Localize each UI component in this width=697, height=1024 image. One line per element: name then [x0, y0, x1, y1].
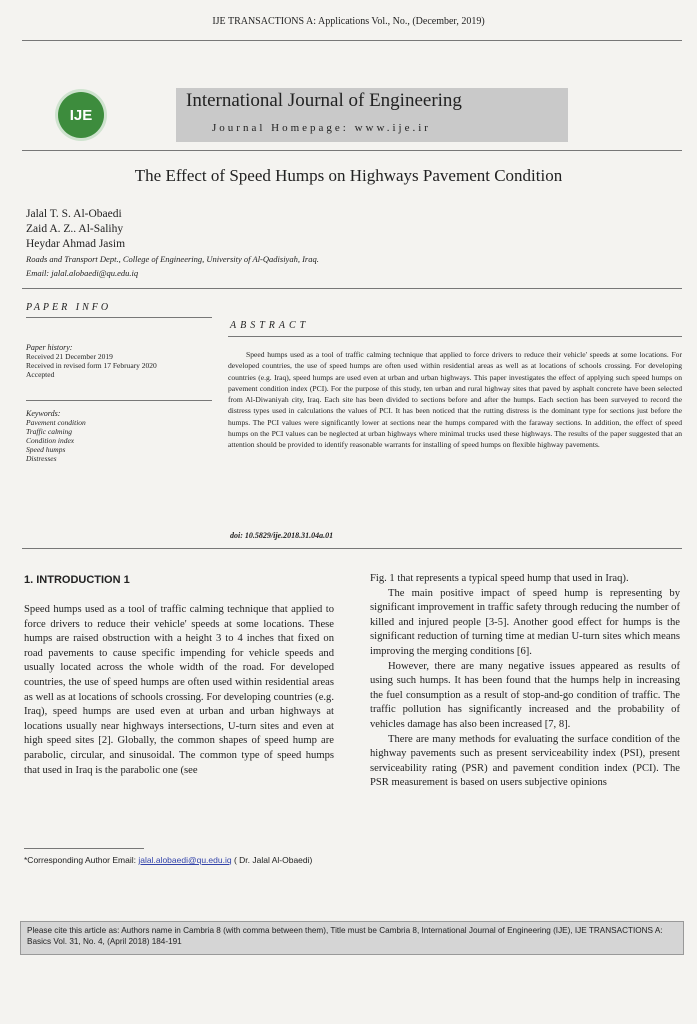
keyword: Pavement condition [26, 418, 86, 427]
history-label: Paper history: [26, 343, 73, 352]
info-rule-left [26, 317, 212, 318]
info-rule-top [22, 288, 682, 289]
top-rule [22, 40, 682, 41]
footnote-prefix: *Corresponding Author Email: [24, 855, 139, 865]
footnote-suffix: ( Dr. Jalal Al-Obaedi) [231, 855, 313, 865]
abstract-heading: ABSTRACT [230, 320, 310, 331]
paper-history [26, 343, 216, 379]
keyword: Condition index [26, 436, 75, 445]
corresponding-email-link[interactable]: jalal.alobaedi@qu.edu.iq [138, 855, 232, 865]
paper-title: The Effect of Speed Humps on Highways Pavement Condition [134, 166, 563, 185]
header-rule [22, 150, 682, 151]
abstract-rule [228, 336, 682, 337]
intro-right-column [370, 572, 680, 791]
keyword: Speed humps [26, 445, 66, 454]
intro-paragraph: Speed humps used as a tool of traffic calming technique that applied to force drivers to reduce their vehicle' speeds at some locations. These humps are raised obstruction with a height 3 to 4 inches that fixed on road pavements to cause specific impending for vehicle speeds and usually located across the whole width of the road. For developed countries, the use of speed humps are often used within residential areas as well as at locations of schools crossing. For developing countries (e.g. Iraq), speed humps are used even at urban and urban highways at locations usually near highways intersections, U-turn sites and even at high speed sites [2]. Globally, the common shapes of speed hump are parabolic, circular, and sinusoidal. The common type of speed humps that used in Iraq is the parabolic one (see [24, 604, 334, 776]
revised-date: Received in revised form 17 February 2020 [26, 361, 157, 370]
intro-left-column [24, 603, 334, 778]
journal-homepage: Journal Homepage: www.ije.ir [212, 122, 431, 134]
journal-logo [58, 92, 104, 138]
author-2: Zaid A. Z.. Al-Salihy [26, 223, 124, 235]
logo-text: IJE [69, 106, 93, 124]
author-email: Email: jalal.alobaedi@qu.edu.iq [26, 268, 139, 278]
section-heading-introduction: 1. INTRODUCTION 1 [24, 574, 130, 586]
affiliation: Roads and Transport Dept., College of Engineering, University of Al-Qadisiyah, Iraq. [26, 254, 319, 264]
citation-box: Please cite this article as: Authors name in Cambria 8 (with comma between them), Title must be Cambria 8, International Journal of Engineering (IJE), IJE TRANSACTIONS A: Basics Vol. 31, No. 4, (April 2018) 184-191 [20, 921, 684, 955]
journal-name: International Journal of Engineering [186, 90, 462, 111]
author-1: Jalal T. S. Al-Obaedi [26, 208, 122, 220]
received-date: Received 21 December 2019 [26, 352, 113, 361]
accepted-date: Accepted [26, 370, 55, 379]
intro-paragraph: Fig. 1 that represents a typical speed hump that used in Iraq). [370, 573, 629, 584]
abstract-text: Speed humps used as a tool of traffic calming technique that applied to force drivers to reduce their vehicle' speeds at some locations. For developed countries, the use of speed humps are often used within residential areas as well as at locations of schools crossing. For developing countries (e.g. Iraq), speed humps are used even at urban and urban highways. This paper investigates the effect of applying such speed humps on pavement condition index (PCI). For the purpose of this study, ten urban and rural highway sites that paved by asphalt concrete have been selected from Al-Diwaniyah city, Iraq. Each site has been divided to sections before and after the humps. Each section has been surveyed to record the distress types used in calculations the values of PCI. It has been noticed that the rutting distress is the dominant type for sections just before the humps. The PCI values were significantly lower at sections near the humps compared with the faraway sections. In addition, the effect of speed humps on the PCI values can be neglected at urban highways where minimal trucks used these highways. The results of the paper suggested that an attention should be provided to identify reasonable warrants for installing of speed humps on flexible highway pavements. [228, 350, 682, 450]
abstract-bottom-rule [22, 548, 682, 549]
keyword: Traffic calming [26, 427, 73, 436]
keywords-block [26, 409, 216, 463]
running-head: IJE TRANSACTIONS A: Applications Vol., No., (December, 2019) [212, 16, 485, 27]
keyword: Distresses [26, 454, 57, 463]
doi[interactable]: doi: 10.5829/ije.2018.31.04a.01 [230, 531, 334, 540]
keywords-label: Keywords: [26, 409, 61, 418]
keywords-rule [26, 400, 212, 401]
footnote-rule [24, 848, 144, 849]
paper-info-heading: PAPER INFO [26, 302, 112, 313]
author-3: Heydar Ahmad Jasim [26, 238, 126, 250]
journal-banner [176, 88, 568, 142]
corresponding-author-footnote [24, 855, 344, 866]
intro-paragraph: The main positive impact of speed hump is representing by significant improvement in traffic safety through reducing the number of killed and injured people [3-5]. Another good effect for humps is the significant reduction of turning time at median U-turn sites which means improving the merging conditions [6]. [370, 587, 680, 657]
intro-paragraph: However, there are many negative issues appeared as results of using such humps. It has been found that the humps help in increasing the fuel consumption as a result of stop-and-go condition of traffic. The traffic pollution has significantly increased and the probability of vehicles damage has also been increased [7, 8]. [370, 660, 680, 730]
intro-paragraph: There are many methods for evaluating the surface condition of the highway pavements such as present serviceability index (PSI), present serviceability rating (PSR) and pavement condition index (PCI). The PSR measurement is based on users subjective opinions [370, 733, 680, 789]
